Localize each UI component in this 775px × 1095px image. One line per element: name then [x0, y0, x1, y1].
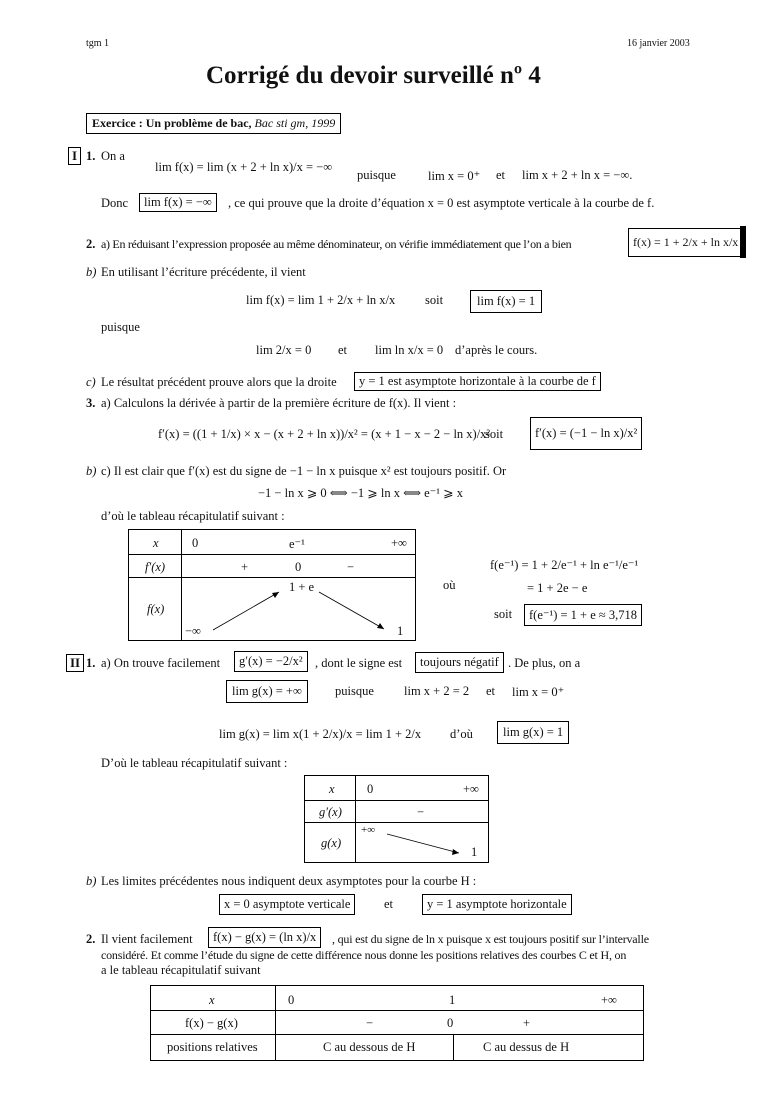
- table-f-xend: +∞: [391, 536, 407, 550]
- q1-limit-equation: lim f(x) = lim (x + 2 + ln x)/x = −∞: [155, 160, 333, 174]
- q2b-boxed: lim f(x) = 1: [470, 290, 542, 313]
- table-pos-diff-header: f(x) − g(x): [185, 1016, 238, 1030]
- exercise-source: Bac sti gm, 1999: [254, 116, 336, 130]
- p2-limit-a: lim x + 2 = 2: [404, 684, 470, 698]
- table-pos-below: C au dessous de H: [323, 1040, 416, 1054]
- difference-box: f(x) − g(x) = (ln x)/x: [208, 927, 321, 948]
- p2-dou: d’où: [450, 727, 473, 741]
- q2-number: 2.: [86, 237, 96, 251]
- table-f-plus: +: [241, 560, 249, 574]
- exercise-label: [86, 113, 341, 134]
- p2-limit-c: lim g(x) = lim x(1 + 2/x)/x = lim 1 + 2/x: [219, 727, 422, 741]
- table-f-top: 1 + e: [289, 580, 315, 594]
- header-left: tgm 1: [86, 38, 110, 49]
- table-pos-x0: 0: [288, 993, 295, 1007]
- q2c-text: Le résultat précédent prouve alors que la droite: [101, 375, 337, 389]
- sign-box: toujours négatif: [415, 652, 504, 673]
- q1-donc: Donc: [101, 196, 129, 210]
- table-g-gp-header: g′(x): [319, 805, 342, 819]
- q3a-text: a) Calculons la dérivée à partir de la première écriture de f(x). Il vient :: [101, 396, 457, 410]
- table-f-zero: 0: [295, 560, 302, 574]
- q2a-boxed: f(x) = 1 + 2/x + ln x/x: [628, 228, 743, 257]
- part-1-marker: I: [68, 147, 81, 165]
- q1-puisque: puisque: [357, 168, 396, 182]
- exercise-title: Exercice : Un problème de bac,: [92, 116, 252, 130]
- q2b-limit-3: lim ln x/x = 0: [375, 343, 444, 357]
- ou-label: où: [443, 578, 456, 592]
- table-g-left: +∞: [361, 824, 376, 836]
- p2-q2-line-3: a le tableau récapitulatif suivant: [101, 963, 261, 977]
- f-variation-arrows: [129, 530, 415, 640]
- q2c-label: c): [86, 375, 96, 389]
- p2-q1-number: 1.: [86, 656, 96, 670]
- q3-number: 3.: [86, 396, 96, 410]
- horizontal-asymptote-box: y = 1 asymptote horizontale: [422, 894, 572, 915]
- p2-q2-number: 2.: [86, 932, 96, 946]
- table-g-x0: 0: [367, 782, 374, 796]
- fe-boxed: f(e⁻¹) = 1 + e ≈ 3,718: [524, 604, 642, 626]
- q3b-equivalence: −1 − ln x ⩾ 0 ⟺ −1 ⩾ ln x ⟺ e⁻¹ ⩾ x: [258, 486, 463, 500]
- g-limit-box-2: lim g(x) = 1: [497, 721, 569, 744]
- q3b-text: c) Il est clair que f′(x) est du signe de −1 − ln x puisque x² est toujours positif. Or: [101, 464, 507, 478]
- table-pos-minus: −: [366, 1016, 374, 1030]
- p2-puisque: puisque: [335, 684, 374, 698]
- part-2-marker: II: [66, 654, 84, 672]
- p2-q2-line-2: considéré. Et comme l’étude du signe de cette différence nous donne les positions relatives des courbes C et H, on: [101, 948, 627, 962]
- q1-boxed-limit: lim f(x) = −∞: [139, 193, 217, 212]
- table-pos-xend: +∞: [601, 993, 617, 1007]
- q3a-soit: soit: [485, 427, 504, 441]
- q2b-puisque: puisque: [101, 320, 140, 334]
- q1-intro: On a: [101, 149, 125, 163]
- page-title: Corrigé du devoir surveillé nº 4: [206, 62, 541, 89]
- change-bar: [740, 226, 746, 258]
- table-f-left: −∞: [185, 624, 201, 638]
- p2-q1b-label: b): [86, 874, 97, 888]
- p2-tableau-intro: D’où le tableau récapitulatif suivant :: [101, 756, 288, 770]
- table-pos-x1: 1: [449, 993, 456, 1007]
- table-g-minus: −: [417, 805, 425, 819]
- g-limit-box: lim g(x) = +∞: [226, 680, 308, 703]
- q1-condition-1: lim x = 0⁺: [428, 169, 481, 183]
- q2b-cours: d’après le cours.: [455, 343, 538, 357]
- table-f-fp-header: f′(x): [145, 560, 166, 574]
- vertical-asymptote-box: x = 0 asymptote verticale: [219, 894, 355, 915]
- p2-et: et: [486, 684, 496, 698]
- q1-condition-2: lim x + 2 + ln x = −∞.: [522, 168, 633, 182]
- table-g-right: 1: [471, 845, 478, 859]
- table-pos-plus: +: [523, 1016, 531, 1030]
- q2a-text: a) En réduisant l’expression proposée au même dénominateur, on vérifie immédiatement que l’on a bien: [101, 237, 572, 251]
- table-pos-positions-header: positions relatives: [167, 1040, 258, 1054]
- table-f-minus: −: [347, 560, 355, 574]
- p2-q1a-mid: , dont le signe est: [315, 656, 403, 670]
- q2b-et: et: [338, 343, 348, 357]
- p2-q2-text-1: Il vient facilement: [101, 932, 193, 946]
- g-derivative-box: g′(x) = −2/x²: [234, 651, 308, 672]
- table-pos-above: C au dessus de H: [483, 1040, 570, 1054]
- f-variation-table: [128, 529, 416, 641]
- g-variation-table: [304, 775, 489, 863]
- fe-line-1: f(e⁻¹) = 1 + 2/e⁻¹ + ln e⁻¹/e⁻¹: [490, 558, 639, 572]
- q3b-label: b): [86, 464, 97, 478]
- table-f-f-header: f(x): [147, 602, 165, 616]
- q3a-boxed: f′(x) = (−1 − ln x)/x²: [530, 417, 642, 450]
- p2-q1b-et: et: [384, 897, 394, 911]
- table-f-right: 1: [397, 624, 404, 638]
- table-g-xend: +∞: [463, 782, 479, 796]
- p2-limit-b: lim x = 0⁺: [512, 685, 565, 699]
- p2-q1b-text: Les limites précédentes nous indiquent deux asymptotes pour la courbe H :: [101, 874, 477, 888]
- q1-conclusion: , ce qui prouve que la droite d’équation x = 0 est asymptote verticale à la courbe de f.: [228, 196, 655, 210]
- q3a-derivative: f′(x) = ((1 + 1/x) × x − (x + 2 + ln x))/x² = (x + 1 − x − 2 − ln x)/x²: [158, 427, 491, 441]
- q2b-label: b): [86, 265, 97, 279]
- q2b-text: En utilisant l’écriture précédente, il vient: [101, 265, 306, 279]
- fe-soit: soit: [494, 607, 513, 621]
- g-variation-arrow: [305, 776, 488, 862]
- position-table: [150, 985, 644, 1061]
- q2b-limit: lim f(x) = lim 1 + 2/x + ln x/x: [246, 293, 396, 307]
- table-f-x0: 0: [192, 536, 199, 550]
- table-pos-x-header: x: [209, 993, 215, 1007]
- q1-et: et: [496, 168, 506, 182]
- p2-q1a-text: a) On trouve facilement: [101, 656, 221, 670]
- table-g-g-header: g(x): [321, 836, 342, 850]
- q2b-limit-2: lim 2/x = 0: [256, 343, 312, 357]
- p2-q1a-end: . De plus, on a: [508, 656, 581, 670]
- table-f-xmid: e⁻¹: [289, 537, 305, 551]
- q2c-boxed: y = 1 est asymptote horizontale à la courbe de f: [354, 372, 601, 391]
- p2-q2-text-2: , qui est du signe de ln x puisque x est toujours positif sur l’intervalle: [332, 932, 649, 946]
- q1-number: 1.: [86, 149, 96, 163]
- q3b-tableau-intro: d’où le tableau récapitulatif suivant :: [101, 509, 285, 523]
- header-date: 16 janvier 2003: [627, 38, 690, 49]
- q2b-soit: soit: [425, 293, 444, 307]
- table-pos-zero: 0: [447, 1016, 454, 1030]
- table-f-x-header: x: [153, 536, 159, 550]
- table-g-x-header: x: [329, 782, 335, 796]
- fe-line-2: = 1 + 2e − e: [527, 581, 588, 595]
